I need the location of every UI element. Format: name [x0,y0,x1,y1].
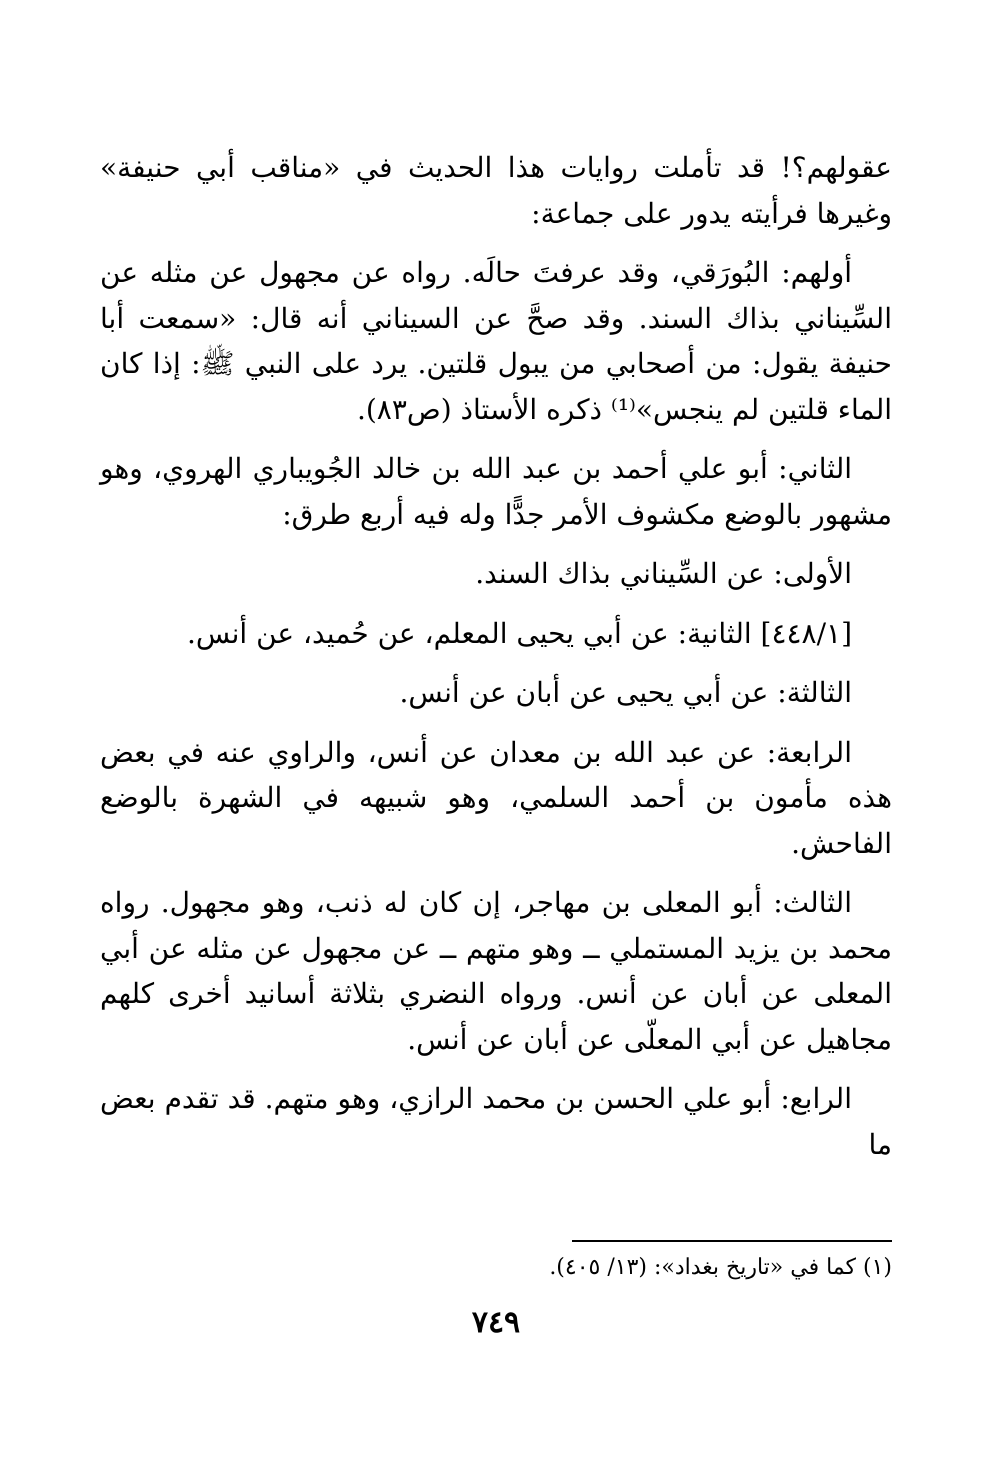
paragraph-3: الثاني: أبو علي أحمد بن عبد الله بن خالد الجُويباري الهروي، وهو مشهور بالوضع مكشوف الأمر جدًّا وله فيه أربع طرق: [100,452,892,531]
paragraph-4: الأولى: عن السِّيناني بذاك السند. [475,557,852,590]
page-number: ٧٤٩ [471,1305,521,1340]
paragraph-2: أولهم: البُورَقي، وقد عرفتَ حالَه. رواه عن مجهول عن مثله عن السِّيناني بذاك السند. وقد صحَّ عن السيناني أنه قال: «سمعت أبا حنيفة يقول: من أصحابي من يبول قلتين. يرد على النبي ﷺ: إذا كان الماء قلتين لم ينجس»⁽¹⁾ ذكره الأستاذ (ص٨٣). [100,256,892,426]
footnote: (١) كما في «تاريخ بغداد»: (١٣/ ٤٠٥). [549,1255,892,1280]
paragraph-9: الرابع: أبو علي الحسن بن محمد الرازي، وهو متهم. قد تقدم بعض ما [100,1082,892,1161]
paragraph-5: [٤٤٨/١] الثانية: عن أبي يحيى المعلم، عن حُميد، عن أنس. [187,616,852,650]
paragraph-7: الرابعة: عن عبد الله بن معدان عن أنس، والراوي عنه في بعض هذه مأمون بن أحمد السلمي، وهو شبيهه في الشهرة بالوضع الفاحش. [100,735,892,860]
paragraph-6: الثالثة: عن أبي يحيى عن أبان عن أنس. [399,676,852,709]
paragraph-1: عقولهم؟! قد تأملت روايات هذا الحديث في «مناقب أبي حنيفة» وغيرها فرأيته يدور على جماعة: [100,151,892,230]
footnote-divider [572,1240,892,1242]
main-text [100,145,892,1181]
paragraph-8: الثالث: أبو المعلى بن مهاجر، إن كان له ذنب، وهو مجهول. رواه محمد بن يزيد المستملي ــ وهو متهم ــ عن مجهول عن مثله عن أبي المعلى عن أبان عن أنس. ورواه النضري بثلاثة أسانيد أخرى كلهم مجاهيل عن أبي المعلّى عن أبان عن أنس. [100,886,892,1056]
